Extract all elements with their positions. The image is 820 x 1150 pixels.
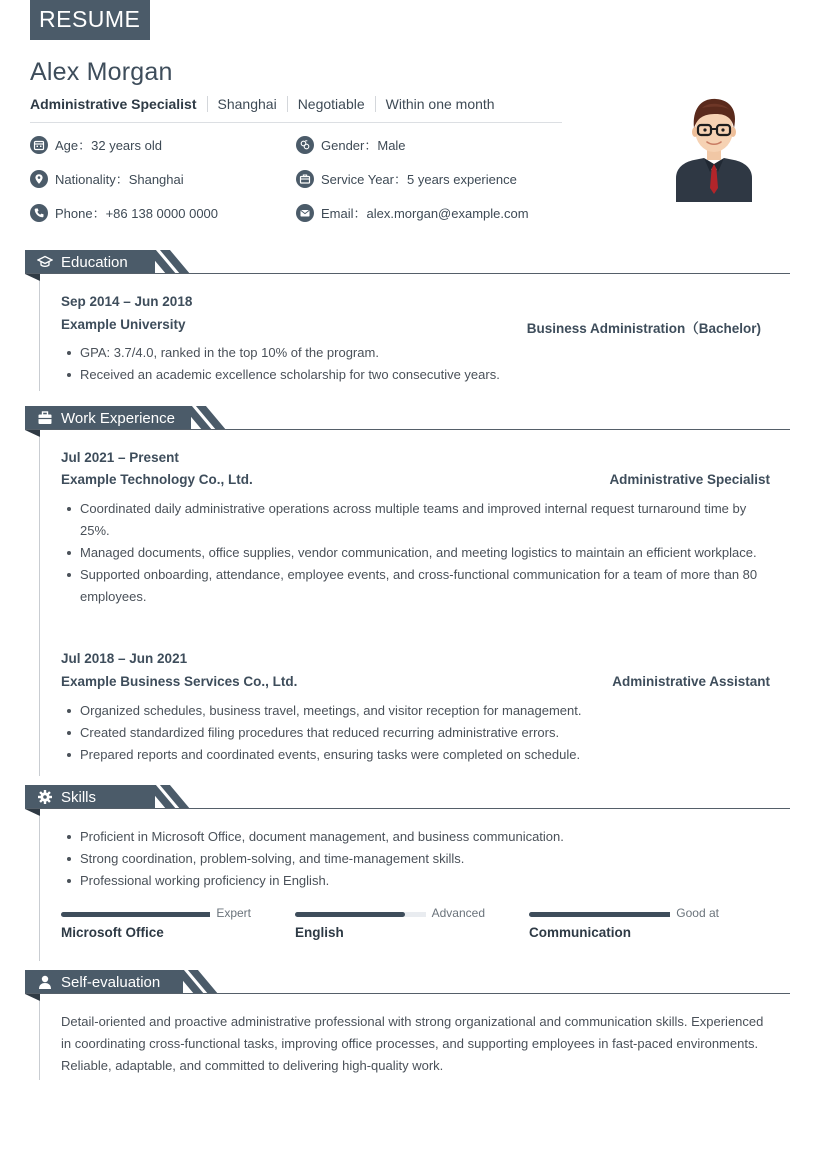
service-year-text: Service Year：5 years experience	[321, 172, 517, 187]
list-item: Professional working proficiency in English.	[61, 870, 773, 892]
graduation-cap-icon	[37, 254, 53, 270]
info-age	[30, 135, 162, 154]
self-evaluation-text: Detail-oriented and proactive administrative professional with strong organizational and communication skills. Experienced in coordinating cross-functional tasks, improving office processes, and supporting employees in fast-paced environments. Reliable, adaptable, and committed to delivering high-quality work.	[61, 1014, 764, 1073]
timeline-line	[39, 816, 40, 961]
skill-name: Microsoft Office	[61, 925, 164, 940]
briefcase-icon	[37, 410, 53, 426]
person-icon	[37, 974, 53, 990]
work-bullets	[61, 700, 773, 766]
phone-icon	[30, 204, 48, 222]
list-item: Created standardized filing procedures that reduced recurring administrative errors.	[61, 722, 773, 744]
work-role: Administrative Specialist	[609, 472, 770, 487]
education-school: Example University	[61, 317, 186, 332]
location-pin-icon	[30, 170, 48, 188]
education-date: Sep 2014 – Jun 2018	[61, 294, 193, 309]
section-education	[25, 250, 790, 280]
skill-level: Expert	[210, 906, 251, 920]
skill-name: Communication	[529, 925, 632, 940]
list-item: GPA: 3.7/4.0, ranked in the top 10% of the program.	[61, 342, 773, 364]
work-date: Jul 2021 – Present	[61, 450, 179, 465]
info-email	[296, 203, 529, 222]
section-education-bar	[25, 250, 155, 274]
mail-icon	[296, 204, 314, 222]
info-service-year	[296, 169, 517, 188]
timeline-line	[39, 281, 40, 391]
info-nationality	[30, 169, 184, 188]
skill-fill	[295, 912, 405, 917]
nationality-text: Nationality：Shanghai	[55, 172, 184, 187]
work-company: Example Technology Co., Ltd.	[61, 472, 253, 487]
list-item: Supported onboarding, attendance, employee events, and cross-functional communication for a team of more than 80 employees.	[61, 564, 773, 608]
section-skills-bar	[25, 785, 155, 809]
gender-icon	[296, 136, 314, 154]
section-work-bar	[25, 406, 191, 430]
job-title: Administrative Specialist	[30, 96, 197, 112]
list-item: Received an academic excellence scholarship for two consecutive years.	[61, 364, 773, 386]
list-item: Organized schedules, business travel, meetings, and visitor reception for management.	[61, 700, 773, 722]
phone-text: Phone：+86 138 0000 0000	[55, 206, 219, 221]
work-bullets	[61, 498, 773, 608]
section-title: Education	[61, 253, 128, 271]
list-item: Proficient in Microsoft Office, document management, and business communication.	[61, 826, 773, 848]
skills-bullets	[61, 826, 773, 892]
section-work	[25, 406, 790, 436]
list-item: Managed documents, office supplies, vendor communication, and meeting logistics to maintain an efficient workplace.	[61, 542, 773, 564]
info-gender	[296, 135, 406, 154]
education-bullets	[61, 342, 773, 386]
availability: Within one month	[375, 96, 505, 112]
age-text: Age：32 years old	[55, 138, 162, 153]
briefcase-icon	[296, 170, 314, 188]
work-company: Example Business Services Co., Ltd.	[61, 674, 298, 689]
work-role: Administrative Assistant	[612, 674, 770, 689]
timeline-line	[39, 437, 40, 776]
list-item: Strong coordination, problem-solving, and time-management skills.	[61, 848, 773, 870]
gender-text: Gender：Male	[321, 138, 406, 153]
skill-level: Good at	[670, 906, 719, 920]
gear-icon	[37, 789, 53, 805]
list-item: Prepared reports and coordinated events, ensuring tasks were completed on schedule.	[61, 744, 773, 766]
section-title: Skills	[61, 788, 97, 806]
avatar	[672, 92, 756, 202]
section-skills	[25, 785, 790, 815]
candidate-name: Alex Morgan	[30, 58, 173, 86]
salary: Negotiable	[287, 96, 375, 112]
info-phone	[30, 203, 218, 222]
calendar-icon	[30, 136, 48, 154]
location: Shanghai	[207, 96, 287, 112]
timeline-line	[39, 1001, 40, 1080]
section-title: Work Experience	[61, 409, 175, 427]
skill-level: Advanced	[426, 906, 485, 920]
list-item: Coordinated daily administrative operations across multiple teams and improved internal request turnaround time by 25%.	[61, 498, 773, 542]
section-title: Self-evaluation	[61, 973, 161, 991]
section-self-evaluation	[25, 970, 790, 1000]
header-divider	[30, 122, 562, 123]
resume-tag: RESUME	[30, 0, 150, 40]
education-degree: Business Administration（Bachelor)	[526, 321, 761, 336]
work-date: Jul 2018 – Jun 2021	[61, 651, 188, 666]
email-text: Email：alex.morgan@example.com	[321, 206, 529, 221]
headline-row	[30, 96, 505, 112]
skill-name: English	[295, 925, 344, 940]
section-self-bar	[25, 970, 183, 994]
